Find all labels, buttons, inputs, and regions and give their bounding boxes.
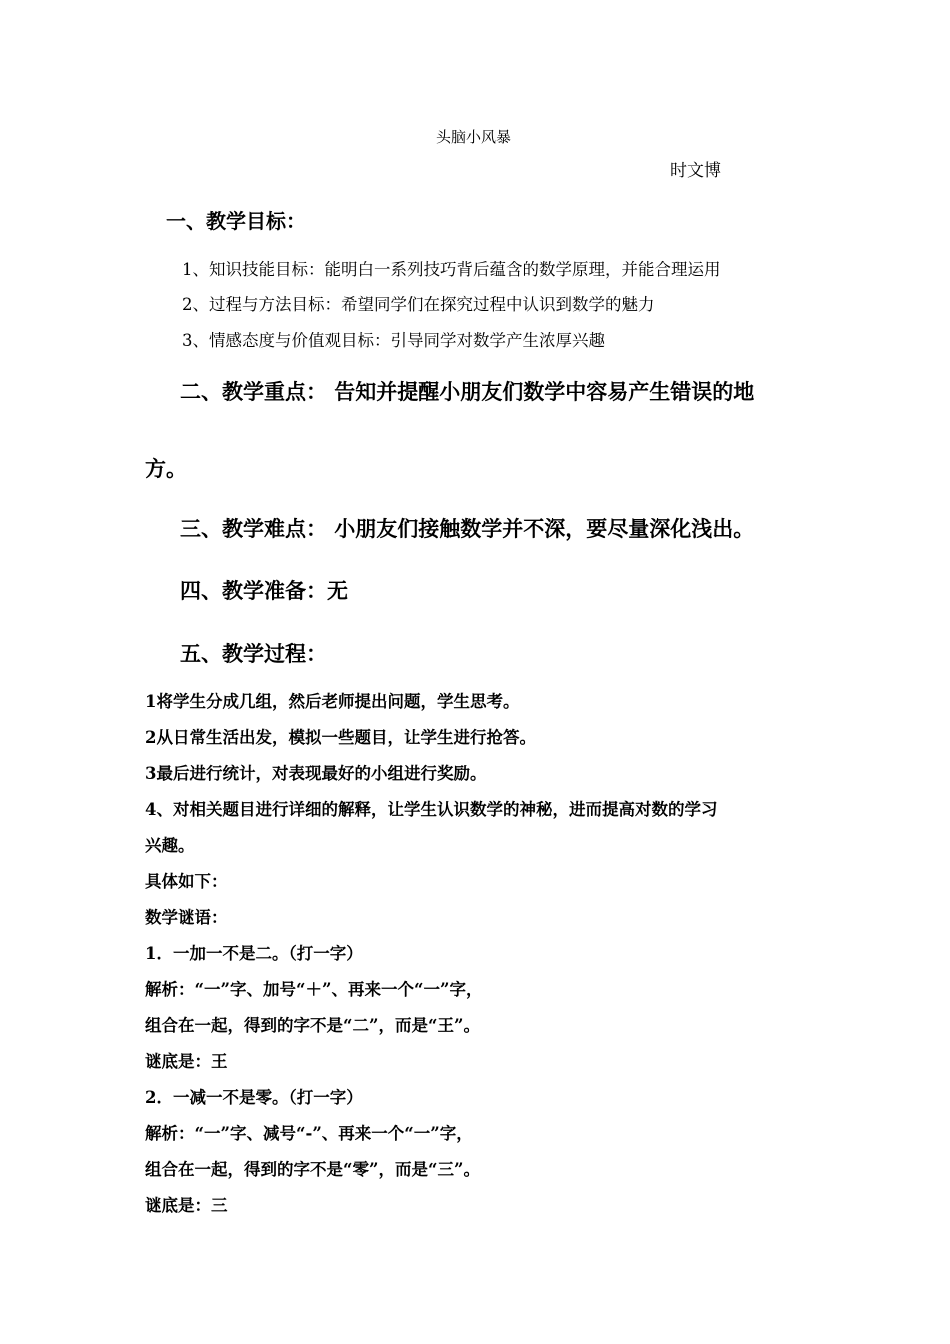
document-title: 头脑小风暴 xyxy=(436,128,512,146)
section-preparation: 四、教学准备：无 xyxy=(180,578,348,603)
riddle-heading: 数学谜语： xyxy=(145,908,228,927)
process-step: 3最后进行统计，对表现最好的小组进行奖励。 xyxy=(145,764,487,783)
author-name: 时文博 xyxy=(670,161,721,181)
riddle-analysis: 组合在一起，得到的字不是“零”，而是“三”。 xyxy=(145,1160,480,1179)
goal-item: 2、过程与方法目标：希望同学们在探究过程中认识到数学的魅力 xyxy=(182,295,655,314)
process-step: 1将学生分成几组，然后老师提出问题，学生思考。 xyxy=(145,692,520,711)
riddle-analysis: 组合在一起，得到的字不是“二”，而是“王”。 xyxy=(145,1016,480,1035)
riddle-answer: 谜底是：王 xyxy=(145,1052,228,1071)
riddle-question: 2．一减一不是零。（打一字） xyxy=(145,1088,363,1107)
section-key-points: 二、教学重点： 告知并提醒小朋友们数学中容易产生错误的地 xyxy=(180,379,755,404)
goal-item: 1、知识技能目标：能明白一系列技巧背后蕴含的数学原理，并能合理运用 xyxy=(182,260,721,279)
riddle-analysis: 解析：“一”字、加号“＋”、再来一个“一”字， xyxy=(145,980,483,999)
riddle-question: 1．一加一不是二。（打一字） xyxy=(145,944,363,963)
process-step: 4、对相关题目进行详细的解释，让学生认识数学的神秘，进而提高对数的学习 xyxy=(145,800,718,819)
section-difficulties: 三、教学难点： 小朋友们接触数学并不深，要尽量深化浅出。 xyxy=(180,516,755,541)
detail-intro: 具体如下： xyxy=(145,872,228,891)
riddle-analysis: 解析：“一”字、减号“-”、再来一个“一”字， xyxy=(145,1124,473,1143)
process-step-continued: 兴趣。 xyxy=(145,836,195,855)
section-process-heading: 五、教学过程： xyxy=(180,641,327,666)
process-step: 2从日常生活出发，模拟一些题目，让学生进行抢答。 xyxy=(145,728,536,747)
goal-item: 3、情感态度与价值观目标：引导同学对数学产生浓厚兴趣 xyxy=(182,331,605,350)
section-key-points-continued: 方。 xyxy=(145,456,187,481)
riddle-answer: 谜底是：三 xyxy=(145,1196,228,1215)
section-heading-goals: 一、教学目标： xyxy=(166,209,306,233)
